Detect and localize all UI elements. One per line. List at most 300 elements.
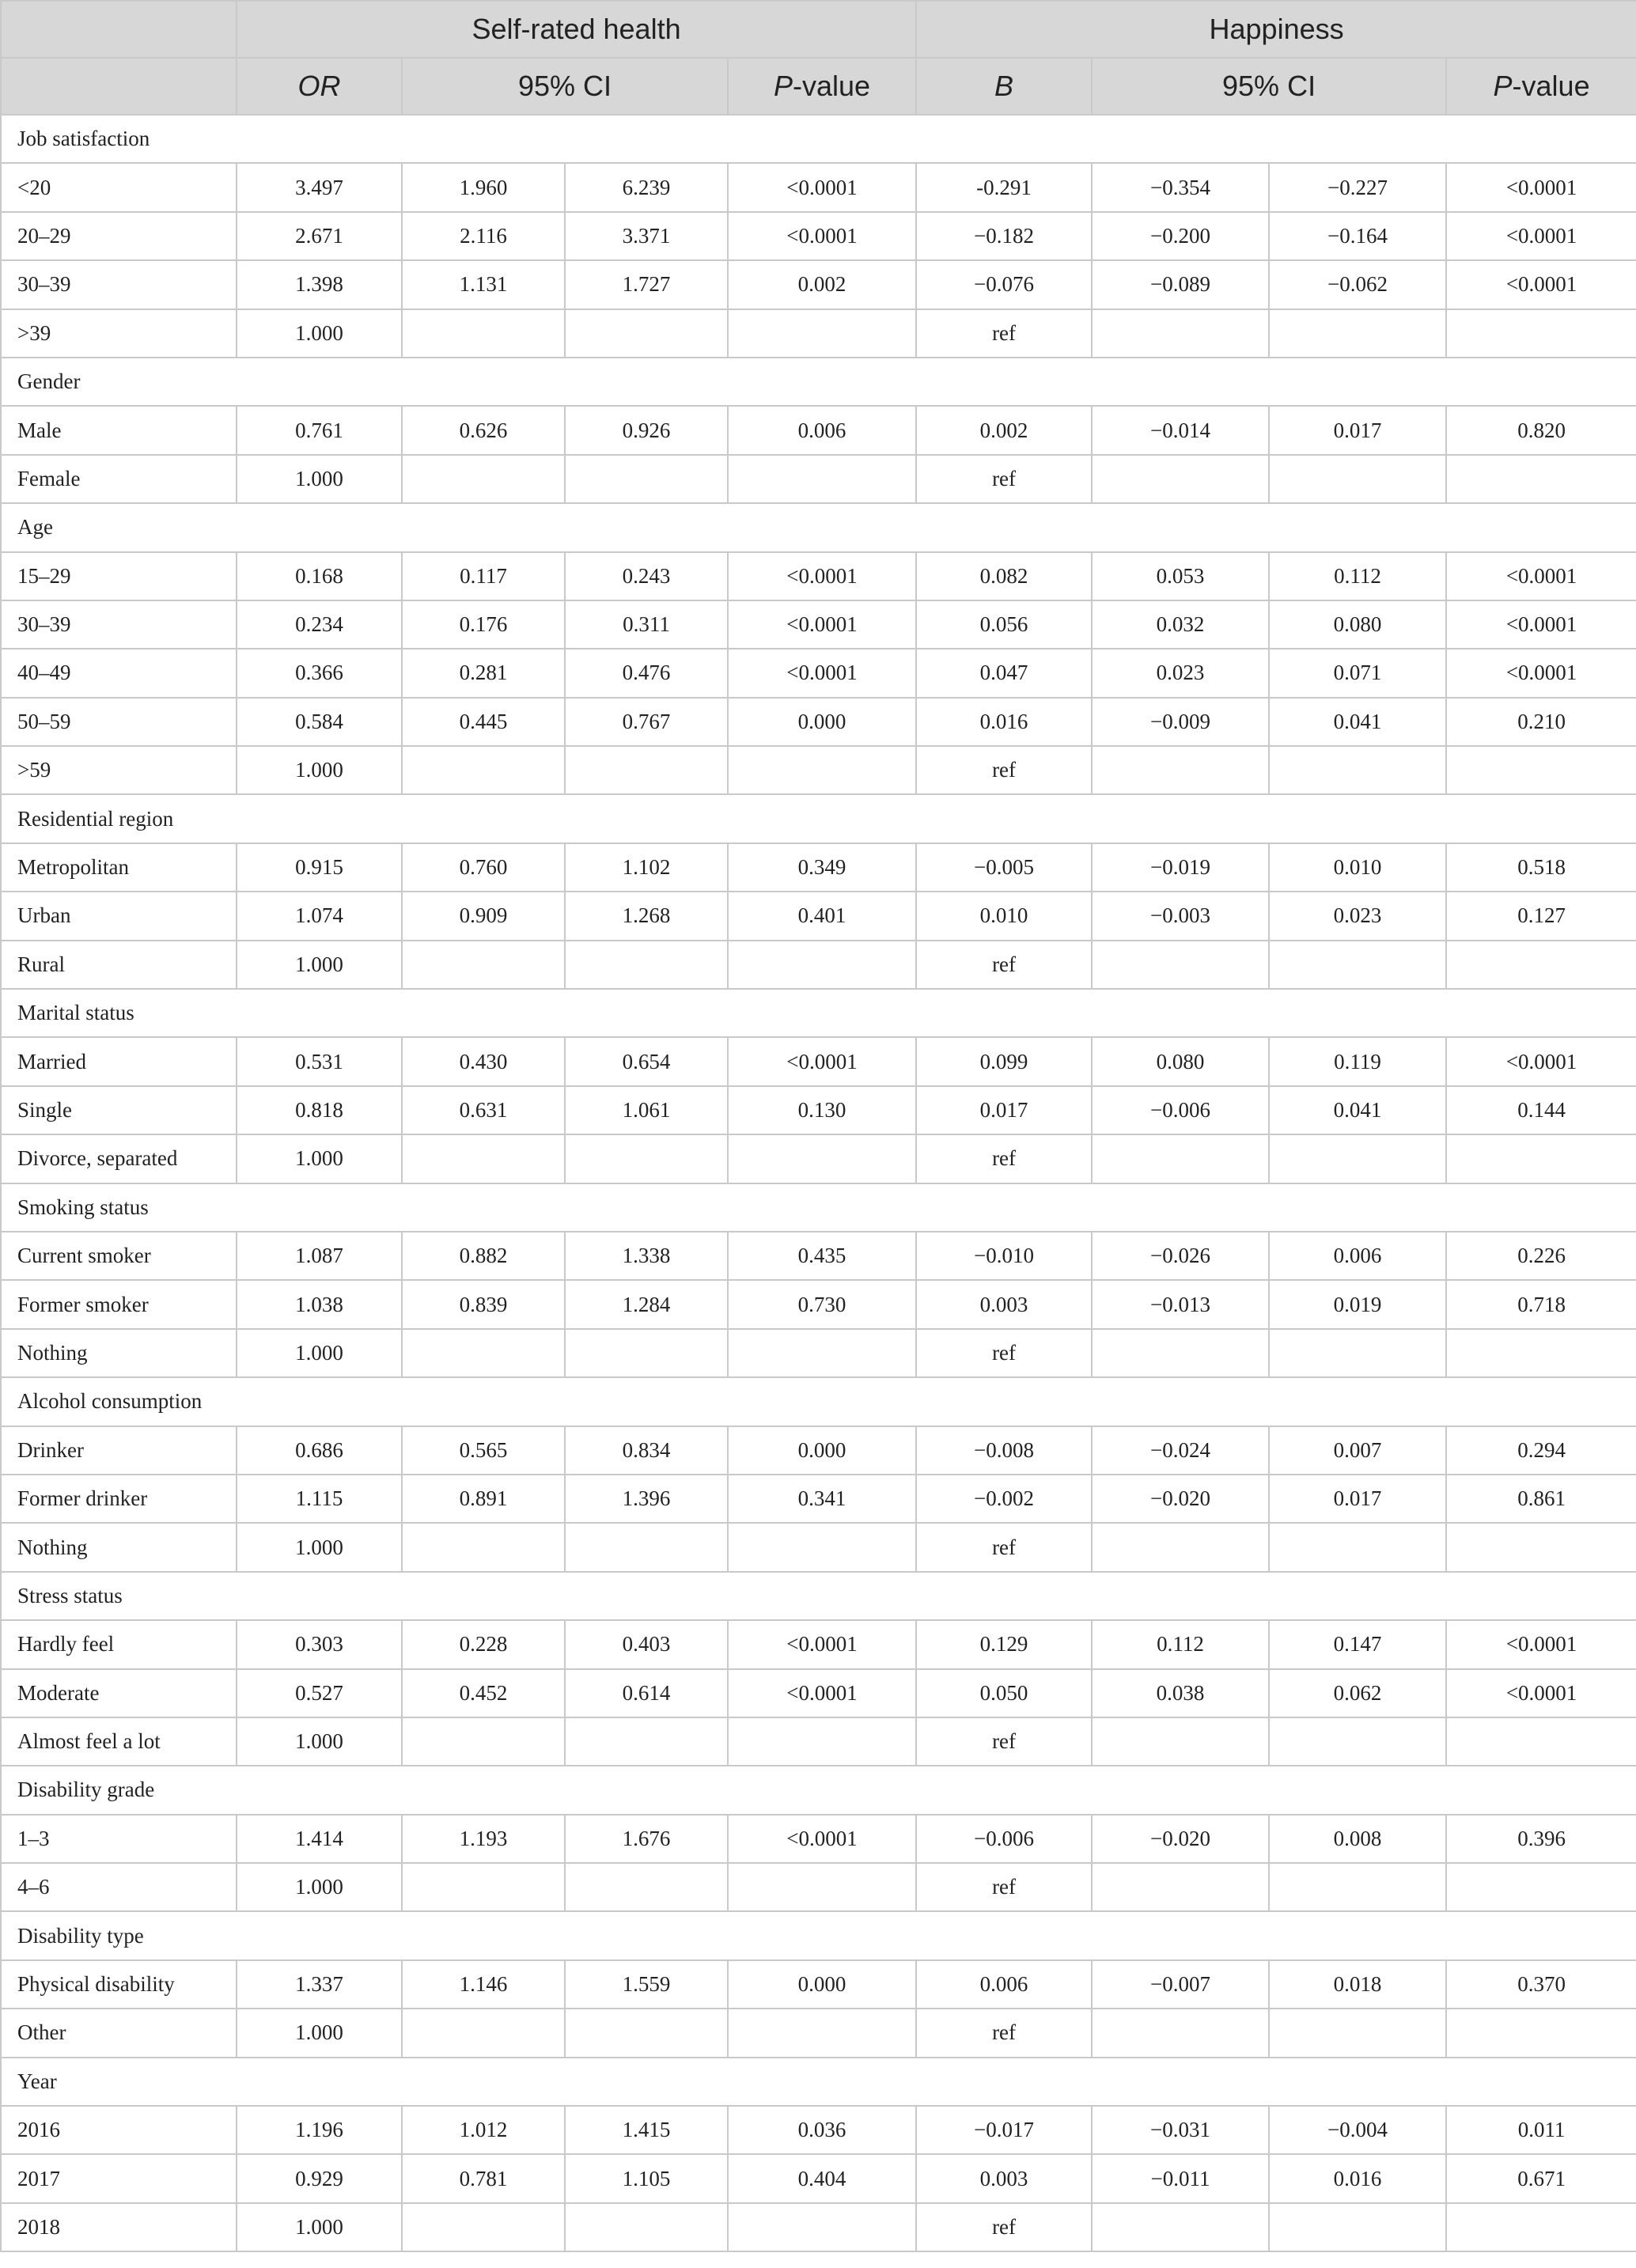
ci-upper-cell: 0.023 xyxy=(1269,892,1446,940)
ci-upper-cell: 0.041 xyxy=(1269,698,1446,746)
ci-upper-cell xyxy=(1269,309,1446,358)
b-cell: 0.006 xyxy=(916,1960,1092,2009)
ci-upper-cell: 0.017 xyxy=(1269,406,1446,454)
table-body xyxy=(1,115,1636,2251)
group-header-row xyxy=(1,1911,1636,1959)
ci-upper-cell: −0.164 xyxy=(1269,212,1446,260)
group-label: Residential region xyxy=(1,794,237,842)
table-row xyxy=(1,2203,1636,2251)
ci-lower-cell: −0.089 xyxy=(1092,260,1269,309)
group-empty-cell xyxy=(1446,1766,1636,1814)
ci-lower-cell: 0.452 xyxy=(402,1669,565,1717)
group-empty-cell xyxy=(565,358,728,406)
p-value-cell: 0.718 xyxy=(1446,1280,1636,1328)
table-row xyxy=(1,1863,1636,1911)
p-value-cell: <0.0001 xyxy=(1446,1669,1636,1717)
ci-upper-cell: 0.019 xyxy=(1269,1280,1446,1328)
group-empty-cell xyxy=(916,115,1092,163)
p-value-cell: 0.127 xyxy=(1446,892,1636,940)
p-value-cell: <0.0001 xyxy=(1446,1037,1636,1085)
group-empty-cell xyxy=(237,794,402,842)
p-value-cell: 0.006 xyxy=(728,406,916,454)
group-empty-cell xyxy=(728,1766,916,1814)
table-row xyxy=(1,260,1636,309)
ci-lower-cell: 1.960 xyxy=(402,163,565,211)
or-cell: 1.000 xyxy=(237,746,402,794)
group-empty-cell xyxy=(1269,1572,1446,1620)
group-empty-cell xyxy=(1092,794,1269,842)
p-value-cell: 0.002 xyxy=(728,260,916,309)
table-row xyxy=(1,941,1636,989)
group-empty-cell xyxy=(565,1911,728,1959)
p-value-cell: <0.0001 xyxy=(1446,163,1636,211)
group-header-row xyxy=(1,1572,1636,1620)
or-cell: 1.000 xyxy=(237,2009,402,2057)
ci-lower-cell xyxy=(402,941,565,989)
ci-upper-cell: 1.284 xyxy=(565,1280,728,1328)
group-header-row xyxy=(1,794,1636,842)
group-empty-cell xyxy=(237,358,402,406)
group-empty-cell xyxy=(1269,115,1446,163)
group-label: Year xyxy=(1,2058,237,2106)
group-header-row xyxy=(1,1377,1636,1426)
table-header xyxy=(1,1,1636,115)
ci-lower-cell: 0.080 xyxy=(1092,1037,1269,1085)
or-cell: 1.414 xyxy=(237,1815,402,1863)
ci-upper-cell: 0.006 xyxy=(1269,1232,1446,1280)
group-empty-cell xyxy=(1446,503,1636,551)
row-label: Metropolitan xyxy=(1,843,237,892)
ci-upper-cell: 0.018 xyxy=(1269,1960,1446,2009)
ci-upper-cell: 0.614 xyxy=(565,1669,728,1717)
header-p-italic-1: P xyxy=(773,70,793,102)
p-value-cell: <0.0001 xyxy=(728,1815,916,1863)
row-label: >59 xyxy=(1,746,237,794)
header-corner xyxy=(1,1,237,58)
row-label: Single xyxy=(1,1086,237,1134)
p-value-cell: <0.0001 xyxy=(1446,552,1636,600)
p-value-cell: <0.0001 xyxy=(1446,1620,1636,1668)
b-cell: ref xyxy=(916,1134,1092,1183)
ci-lower-cell: 0.882 xyxy=(402,1232,565,1280)
ci-lower-cell: 0.565 xyxy=(402,1426,565,1475)
group-empty-cell xyxy=(402,1766,565,1814)
p-value-cell: 0.011 xyxy=(1446,2106,1636,2154)
ci-upper-cell: 0.017 xyxy=(1269,1475,1446,1523)
ci-upper-cell: 0.476 xyxy=(565,649,728,697)
p-value-cell xyxy=(728,1717,916,1766)
p-value-cell: 0.294 xyxy=(1446,1426,1636,1475)
group-empty-cell xyxy=(237,1377,402,1426)
group-empty-cell xyxy=(728,2058,916,2106)
p-value-cell: <0.0001 xyxy=(728,163,916,211)
group-empty-cell xyxy=(1092,1766,1269,1814)
or-cell: 1.000 xyxy=(237,941,402,989)
group-empty-cell xyxy=(1269,1911,1446,1959)
ci-lower-cell xyxy=(402,455,565,503)
group-empty-cell xyxy=(1269,1183,1446,1232)
group-empty-cell xyxy=(1092,1183,1269,1232)
row-label: 40–49 xyxy=(1,649,237,697)
group-empty-cell xyxy=(916,1766,1092,1814)
group-empty-cell xyxy=(728,358,916,406)
ci-lower-cell: 2.116 xyxy=(402,212,565,260)
p-value-cell xyxy=(728,1134,916,1183)
ci-lower-cell xyxy=(1092,455,1269,503)
or-cell: 0.531 xyxy=(237,1037,402,1085)
table-row xyxy=(1,1717,1636,1766)
p-value-cell: 0.401 xyxy=(728,892,916,940)
or-cell: 0.168 xyxy=(237,552,402,600)
ci-lower-cell xyxy=(1092,1329,1269,1377)
group-empty-cell xyxy=(565,1572,728,1620)
or-cell: 0.527 xyxy=(237,1669,402,1717)
ci-lower-cell xyxy=(402,1863,565,1911)
b-cell: ref xyxy=(916,746,1092,794)
table-row xyxy=(1,1037,1636,1085)
ci-upper-cell xyxy=(565,1863,728,1911)
table-row xyxy=(1,309,1636,358)
group-empty-cell xyxy=(1092,2058,1269,2106)
group-header-row xyxy=(1,358,1636,406)
or-cell: 1.115 xyxy=(237,1475,402,1523)
ci-lower-cell: −0.011 xyxy=(1092,2154,1269,2202)
p-value-cell: <0.0001 xyxy=(728,1620,916,1668)
group-empty-cell xyxy=(402,1377,565,1426)
ci-lower-cell: 1.131 xyxy=(402,260,565,309)
p-value-cell: 0.730 xyxy=(728,1280,916,1328)
ci-lower-cell xyxy=(1092,1863,1269,1911)
b-cell: ref xyxy=(916,1329,1092,1377)
ci-lower-cell: −0.014 xyxy=(1092,406,1269,454)
table-row xyxy=(1,600,1636,649)
p-value-cell xyxy=(1446,309,1636,358)
group-empty-cell xyxy=(1446,115,1636,163)
ci-lower-cell xyxy=(1092,1523,1269,1571)
group-empty-cell xyxy=(237,989,402,1037)
group-empty-cell xyxy=(402,1572,565,1620)
b-cell: ref xyxy=(916,2203,1092,2251)
table-row xyxy=(1,1475,1636,1523)
ci-upper-cell: 1.102 xyxy=(565,843,728,892)
p-value-cell xyxy=(1446,1717,1636,1766)
row-label: Current smoker xyxy=(1,1232,237,1280)
ci-upper-cell: 0.016 xyxy=(1269,2154,1446,2202)
ci-lower-cell: 0.032 xyxy=(1092,600,1269,649)
row-label: Married xyxy=(1,1037,237,1085)
ci-upper-cell xyxy=(565,1134,728,1183)
or-cell: 0.818 xyxy=(237,1086,402,1134)
group-empty-cell xyxy=(402,1911,565,1959)
row-label: Moderate xyxy=(1,1669,237,1717)
ci-upper-cell xyxy=(565,746,728,794)
p-value-cell: <0.0001 xyxy=(728,600,916,649)
table-row xyxy=(1,1815,1636,1863)
ci-upper-cell: 0.654 xyxy=(565,1037,728,1085)
table-row xyxy=(1,2154,1636,2202)
p-value-cell xyxy=(728,1329,916,1377)
group-empty-cell xyxy=(1269,2058,1446,2106)
header-p-suffix-2: -value xyxy=(1512,70,1590,102)
or-cell: 1.000 xyxy=(237,1717,402,1766)
header-ci-1: 95% CI xyxy=(402,58,728,115)
p-value-cell: 0.820 xyxy=(1446,406,1636,454)
group-empty-cell xyxy=(237,2058,402,2106)
b-cell: ref xyxy=(916,455,1092,503)
group-empty-cell xyxy=(728,1911,916,1959)
group-empty-cell xyxy=(402,1183,565,1232)
ci-lower-cell: 1.146 xyxy=(402,1960,565,2009)
ci-upper-cell: 0.080 xyxy=(1269,600,1446,649)
row-label: Other xyxy=(1,2009,237,2057)
ci-upper-cell: 0.834 xyxy=(565,1426,728,1475)
row-label: 1–3 xyxy=(1,1815,237,1863)
p-value-cell: <0.0001 xyxy=(728,649,916,697)
p-value-cell: <0.0001 xyxy=(728,212,916,260)
or-cell: 3.497 xyxy=(237,163,402,211)
ci-upper-cell: 3.371 xyxy=(565,212,728,260)
ci-upper-cell: 0.119 xyxy=(1269,1037,1446,1085)
p-value-cell xyxy=(728,309,916,358)
p-value-cell: 0.861 xyxy=(1446,1475,1636,1523)
row-label: Drinker xyxy=(1,1426,237,1475)
ci-upper-cell xyxy=(565,1717,728,1766)
table-row xyxy=(1,1086,1636,1134)
ci-upper-cell xyxy=(1269,1863,1446,1911)
ci-upper-cell xyxy=(565,1523,728,1571)
or-cell: 1.196 xyxy=(237,2106,402,2154)
ci-upper-cell: −0.062 xyxy=(1269,260,1446,309)
b-cell: ref xyxy=(916,309,1092,358)
b-cell: 0.056 xyxy=(916,600,1092,649)
ci-upper-cell: 1.676 xyxy=(565,1815,728,1863)
group-empty-cell xyxy=(728,989,916,1037)
row-label: Rural xyxy=(1,941,237,989)
ci-lower-cell: −0.009 xyxy=(1092,698,1269,746)
group-empty-cell xyxy=(237,1766,402,1814)
or-cell: 0.584 xyxy=(237,698,402,746)
p-value-cell: 0.000 xyxy=(728,1426,916,1475)
group-empty-cell xyxy=(728,1377,916,1426)
group-empty-cell xyxy=(402,503,565,551)
ci-upper-cell: 1.559 xyxy=(565,1960,728,2009)
ci-lower-cell: 0.430 xyxy=(402,1037,565,1085)
group-empty-cell xyxy=(565,1183,728,1232)
ci-lower-cell: 0.281 xyxy=(402,649,565,697)
table-row xyxy=(1,163,1636,211)
header-p-suffix-1: -value xyxy=(793,70,871,102)
group-empty-cell xyxy=(237,1183,402,1232)
group-empty-cell xyxy=(402,358,565,406)
p-value-cell: 0.341 xyxy=(728,1475,916,1523)
p-value-cell: 0.036 xyxy=(728,2106,916,2154)
p-value-cell xyxy=(728,1863,916,1911)
ci-lower-cell xyxy=(1092,941,1269,989)
row-label: <20 xyxy=(1,163,237,211)
ci-lower-cell: −0.020 xyxy=(1092,1815,1269,1863)
group-empty-cell xyxy=(565,1766,728,1814)
group-empty-cell xyxy=(916,1911,1092,1959)
group-header-row xyxy=(1,989,1636,1037)
ci-upper-cell: 1.268 xyxy=(565,892,728,940)
group-empty-cell xyxy=(1092,1911,1269,1959)
or-cell: 0.915 xyxy=(237,843,402,892)
or-cell: 1.398 xyxy=(237,260,402,309)
ci-lower-cell xyxy=(402,1329,565,1377)
p-value-cell xyxy=(728,2009,916,2057)
p-value-cell xyxy=(728,1523,916,1571)
ci-upper-cell xyxy=(1269,2009,1446,2057)
table-row xyxy=(1,455,1636,503)
group-empty-cell xyxy=(1446,2058,1636,2106)
p-value-cell: 0.404 xyxy=(728,2154,916,2202)
row-label: Former drinker xyxy=(1,1475,237,1523)
p-value-cell: 0.518 xyxy=(1446,843,1636,892)
ci-lower-cell xyxy=(402,746,565,794)
p-value-cell xyxy=(1446,1523,1636,1571)
or-cell: 1.000 xyxy=(237,455,402,503)
or-cell: 1.000 xyxy=(237,1329,402,1377)
p-value-cell: <0.0001 xyxy=(1446,212,1636,260)
p-value-cell xyxy=(1446,1329,1636,1377)
group-empty-cell xyxy=(237,115,402,163)
or-cell: 0.303 xyxy=(237,1620,402,1668)
header-b: B xyxy=(916,58,1092,115)
p-value-cell: 0.000 xyxy=(728,698,916,746)
group-empty-cell xyxy=(1446,989,1636,1037)
group-empty-cell xyxy=(1092,1377,1269,1426)
header-self-rated-health: Self-rated health xyxy=(237,1,916,58)
p-value-cell: 0.671 xyxy=(1446,2154,1636,2202)
ci-lower-cell: −0.354 xyxy=(1092,163,1269,211)
header-pvalue-1 xyxy=(728,58,916,115)
b-cell: −0.005 xyxy=(916,843,1092,892)
or-cell: 1.000 xyxy=(237,2203,402,2251)
group-empty-cell xyxy=(728,1572,916,1620)
ci-upper-cell xyxy=(1269,455,1446,503)
p-value-cell xyxy=(1446,2009,1636,2057)
ci-lower-cell xyxy=(1092,309,1269,358)
row-label: Urban xyxy=(1,892,237,940)
ci-upper-cell xyxy=(565,941,728,989)
ci-lower-cell: 1.193 xyxy=(402,1815,565,1863)
ci-upper-cell: −0.004 xyxy=(1269,2106,1446,2154)
b-cell: 0.047 xyxy=(916,649,1092,697)
ci-upper-cell: 1.727 xyxy=(565,260,728,309)
ci-upper-cell: 0.010 xyxy=(1269,843,1446,892)
or-cell: 1.074 xyxy=(237,892,402,940)
row-label: 20–29 xyxy=(1,212,237,260)
row-label: Nothing xyxy=(1,1523,237,1571)
or-cell: 0.929 xyxy=(237,2154,402,2202)
table-row xyxy=(1,1134,1636,1183)
group-empty-cell xyxy=(1446,1183,1636,1232)
ci-lower-cell xyxy=(402,1523,565,1571)
table-row xyxy=(1,1280,1636,1328)
p-value-cell: 0.130 xyxy=(728,1086,916,1134)
ci-lower-cell: 0.038 xyxy=(1092,1669,1269,1717)
ci-upper-cell: 0.071 xyxy=(1269,649,1446,697)
b-cell: 0.010 xyxy=(916,892,1092,940)
header-ci-2: 95% CI xyxy=(1092,58,1446,115)
group-empty-cell xyxy=(1446,1572,1636,1620)
group-header-row xyxy=(1,1766,1636,1814)
ci-lower-cell: 0.445 xyxy=(402,698,565,746)
group-label: Marital status xyxy=(1,989,237,1037)
ci-lower-cell: −0.003 xyxy=(1092,892,1269,940)
group-empty-cell xyxy=(565,2058,728,2106)
ci-upper-cell: 0.403 xyxy=(565,1620,728,1668)
p-value-cell xyxy=(1446,941,1636,989)
p-value-cell xyxy=(728,2203,916,2251)
header-p-italic-2: P xyxy=(1493,70,1513,102)
ci-lower-cell xyxy=(402,2203,565,2251)
group-empty-cell xyxy=(916,2058,1092,2106)
group-label: Disability type xyxy=(1,1911,237,1959)
group-empty-cell xyxy=(565,503,728,551)
p-value-cell: 0.396 xyxy=(1446,1815,1636,1863)
ci-lower-cell: 0.112 xyxy=(1092,1620,1269,1668)
group-empty-cell xyxy=(1446,1911,1636,1959)
group-empty-cell xyxy=(237,503,402,551)
or-cell: 1.000 xyxy=(237,1863,402,1911)
group-label: Disability grade xyxy=(1,1766,237,1814)
p-value-cell: 0.349 xyxy=(728,843,916,892)
group-header-row xyxy=(1,503,1636,551)
row-label: Former smoker xyxy=(1,1280,237,1328)
row-label: Physical disability xyxy=(1,1960,237,2009)
b-cell: ref xyxy=(916,2009,1092,2057)
ci-upper-cell xyxy=(1269,1329,1446,1377)
ci-lower-cell xyxy=(1092,2009,1269,2057)
p-value-cell xyxy=(1446,455,1636,503)
or-cell: 1.000 xyxy=(237,1523,402,1571)
ci-lower-cell: −0.026 xyxy=(1092,1232,1269,1280)
group-empty-cell xyxy=(728,115,916,163)
group-empty-cell xyxy=(402,989,565,1037)
p-value-cell: 0.435 xyxy=(728,1232,916,1280)
or-cell: 1.038 xyxy=(237,1280,402,1328)
table-row xyxy=(1,552,1636,600)
or-cell: 0.366 xyxy=(237,649,402,697)
group-empty-cell xyxy=(402,115,565,163)
b-cell: −0.008 xyxy=(916,1426,1092,1475)
table-row xyxy=(1,1960,1636,2009)
group-empty-cell xyxy=(237,1572,402,1620)
ci-upper-cell: 0.926 xyxy=(565,406,728,454)
ci-lower-cell: −0.031 xyxy=(1092,2106,1269,2154)
header-pvalue-2 xyxy=(1446,58,1636,115)
or-cell: 1.087 xyxy=(237,1232,402,1280)
ci-lower-cell: 0.023 xyxy=(1092,649,1269,697)
ci-upper-cell: 0.007 xyxy=(1269,1426,1446,1475)
group-header-row xyxy=(1,2058,1636,2106)
table-row xyxy=(1,649,1636,697)
group-label: Gender xyxy=(1,358,237,406)
group-empty-cell xyxy=(1269,503,1446,551)
header-or: OR xyxy=(237,58,402,115)
table-row xyxy=(1,1620,1636,1668)
row-label: Male xyxy=(1,406,237,454)
ci-lower-cell: 0.839 xyxy=(402,1280,565,1328)
ci-lower-cell: 0.117 xyxy=(402,552,565,600)
group-empty-cell xyxy=(916,503,1092,551)
b-cell: −0.002 xyxy=(916,1475,1092,1523)
ci-upper-cell: 0.243 xyxy=(565,552,728,600)
ci-lower-cell: 0.760 xyxy=(402,843,565,892)
b-cell: -0.291 xyxy=(916,163,1092,211)
ci-upper-cell: 1.105 xyxy=(565,2154,728,2202)
